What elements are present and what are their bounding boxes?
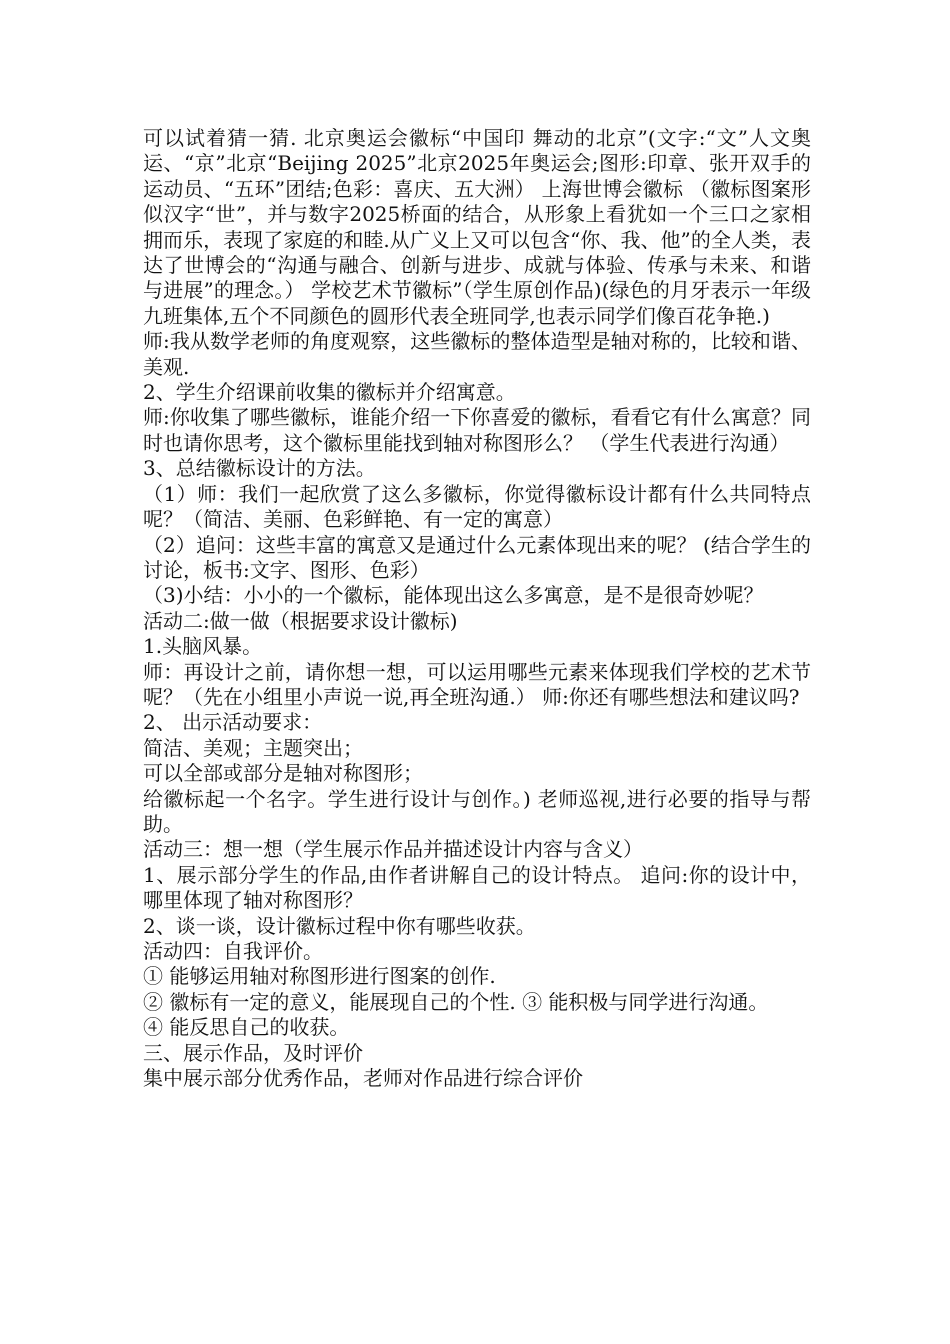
paragraph-activity-3: 活动三：想一想（学生展示作品并描述设计内容与含义）: [143, 837, 643, 862]
paragraph-brainstorm-teacher: 师：再设计之前，请你想一想，可以运用哪些元素来体现我们学校的艺术节呢？（先在小组里小声说一说,再全班沟通.） 师:你还有哪些想法和建议吗?: [143, 659, 811, 709]
paragraph-activity-4: 活动四：自我评价。: [143, 939, 323, 963]
paragraph-item-2: （2）追问：这些丰富的寓意又是通过什么元素体现出来的呢？ (结合学生的讨论，板书:文字、图形、色彩）: [143, 532, 811, 582]
paragraph-emblem-examples: 可以试着猜一猜. 北京奥运会徽标“中国印 舞动的北京”(文字:“文”人文奥运、“京”北京“Beijing 2025”北京2025年奥运会;图形:印章、张开双手的运动员、“五环”团结;色彩：喜庆、五大洲） 上海世博会徽标 （徽标图案形似汉字“世”，并与数字2025桥面的结合，从形象上看犹如一个三口之家相拥而乐，表现了家庭的和睦.从广义上又可以包含“你、我、他”的全人类，表达了世博会的“沟通与融合、创新与进步、成就与体验、传承与未来、和谐与进展”的理念。） 学校艺术节徽标”（学生原创作品)(绿色的月牙表示一年级九班集体,五个不同颜色的圆形代表全班同学,也表示同学们像百花争艳.): [143, 126, 811, 328]
paragraph-teacher-observation: 师:我从数学老师的角度观察，这些徽标的整体造型是轴对称的，比较和谐、美观.: [143, 329, 811, 379]
paragraph-section-3: 三、展示作品，及时评价: [143, 1040, 363, 1065]
paragraph-brainstorm: 1.头脑风暴。: [143, 634, 263, 659]
paragraph-step-2: 2、学生介绍课前收集的徽标并介绍寓意。: [143, 380, 516, 405]
paragraph-discuss: 2、谈一谈，设计徽标过程中你有哪些收获。: [143, 913, 536, 938]
paragraph-requirement-2: 可以全部或部分是轴对称图形；: [143, 761, 423, 786]
paragraph-teacher-question: 师:你收集了哪些徽标，谁能介绍一下你喜爱的徽标，看看它有什么寓意？同时也请你思考，这个徽标里能找到轴对称图形么？ （学生代表进行沟通）: [143, 405, 811, 455]
document-body: [143, 126, 811, 1091]
paragraph-requirements-heading: 2、 出示活动要求：: [143, 710, 323, 735]
paragraph-step-3: 3、总结徽标设计的方法。: [143, 456, 376, 481]
paragraph-final: 集中展示部分优秀作品，老师对作品进行综合评价: [143, 1066, 583, 1091]
paragraph-item-3: （3)小结：小小的一个徽标，能体现出这么多寓意，是不是很奇妙呢？: [143, 583, 764, 608]
paragraph-requirement-1: 简洁、美观；主题突出；: [143, 735, 363, 760]
paragraph-item-1: （1）师：我们一起欣赏了这么多徽标，你觉得徽标设计都有什么共同特点呢？（简洁、美丽、色彩鲜艳、有一定的寓意）: [143, 481, 811, 532]
paragraph-eval-2-3: ② 徽标有一定的意义，能展现自己的个性. ③ 能积极与同学进行沟通。: [143, 989, 769, 1014]
paragraph-showcase: 1、展示部分学生的作品,由作者讲解自己的设计特点。 追问:你的设计中，哪里体现了轴对称图形？: [143, 862, 811, 913]
paragraph-requirement-3: 给徽标起一个名字。学生进行设计与创作。) 老师巡视,进行必要的指导与帮助。: [143, 786, 811, 836]
paragraph-eval-1: ① 能够运用轴对称图形进行图案的创作.: [143, 964, 496, 989]
paragraph-eval-4: ④ 能反思自己的收获。: [143, 1015, 350, 1040]
paragraph-activity-2: 活动二:做一做（根据要求设计徽标): [143, 608, 458, 633]
